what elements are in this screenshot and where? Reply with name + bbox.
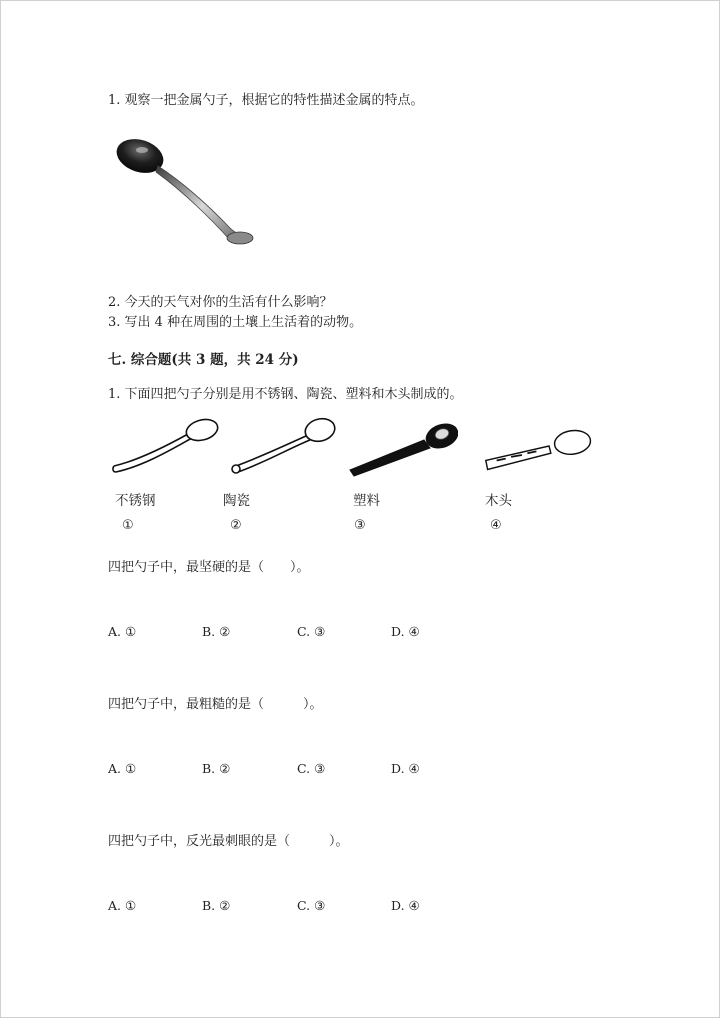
wooden-spoon-drawing bbox=[484, 414, 596, 478]
spoon-number-4: ④ bbox=[490, 518, 502, 533]
sub-question-3-option-d[interactable]: D. ④ bbox=[391, 898, 420, 913]
sub-question-1-option-b[interactable]: B. ② bbox=[202, 624, 231, 639]
question-1-text: 1. 观察一把金属勺子，根据它的特性描述金属的特点。 bbox=[108, 93, 424, 108]
sub-question-2-stem: 四把勺子中，最粗糙的是（ ）。 bbox=[108, 697, 323, 712]
sub-question-3-option-a[interactable]: A. ① bbox=[108, 898, 137, 913]
sub-question-1-option-d[interactable]: D. ④ bbox=[391, 624, 420, 639]
sub-question-2-option-c[interactable]: C. ③ bbox=[297, 761, 326, 776]
stainless-steel-spoon-drawing bbox=[110, 414, 222, 478]
section-7-title: 七. 综合题(共 3 题，共 24 分) bbox=[108, 352, 299, 368]
sub-question-1-option-c[interactable]: C. ③ bbox=[297, 624, 326, 639]
section-7-question-1: 1. 下面四把勺子分别是用不锈钢、陶瓷、塑料和木头制成的。 bbox=[108, 387, 463, 402]
ceramic-spoon-drawing bbox=[228, 414, 340, 478]
sub-question-3-option-c[interactable]: C. ③ bbox=[297, 898, 326, 913]
material-label-wood: 木头 bbox=[485, 493, 512, 509]
spoon-number-3: ③ bbox=[354, 518, 366, 533]
question-2-text: 2. 今天的天气对你的生活有什么影响？ bbox=[108, 295, 333, 310]
sub-question-1-option-a[interactable]: A. ① bbox=[108, 624, 137, 639]
sub-question-2-option-b[interactable]: B. ② bbox=[202, 761, 231, 776]
material-label-plastic: 塑料 bbox=[353, 493, 380, 509]
sub-question-1-stem: 四把勺子中，最坚硬的是（ ）。 bbox=[108, 560, 310, 575]
sub-question-2-option-a[interactable]: A. ① bbox=[108, 761, 137, 776]
plastic-spoon-drawing bbox=[346, 414, 458, 478]
metal-spoon-photo bbox=[112, 132, 262, 252]
sub-question-2-option-d[interactable]: D. ④ bbox=[391, 761, 420, 776]
spoon-number-1: ① bbox=[122, 518, 134, 533]
sub-question-3-option-b[interactable]: B. ② bbox=[202, 898, 231, 913]
sub-question-3-stem: 四把勺子中，反光最刺眼的是（ ）。 bbox=[108, 834, 349, 849]
material-label-ceramic: 陶瓷 bbox=[223, 493, 250, 509]
material-label-stainless-steel: 不锈钢 bbox=[115, 493, 156, 509]
spoon-number-2: ② bbox=[230, 518, 242, 533]
question-3-text: 3. 写出 4 种在周围的土壤上生活着的动物。 bbox=[108, 315, 363, 330]
